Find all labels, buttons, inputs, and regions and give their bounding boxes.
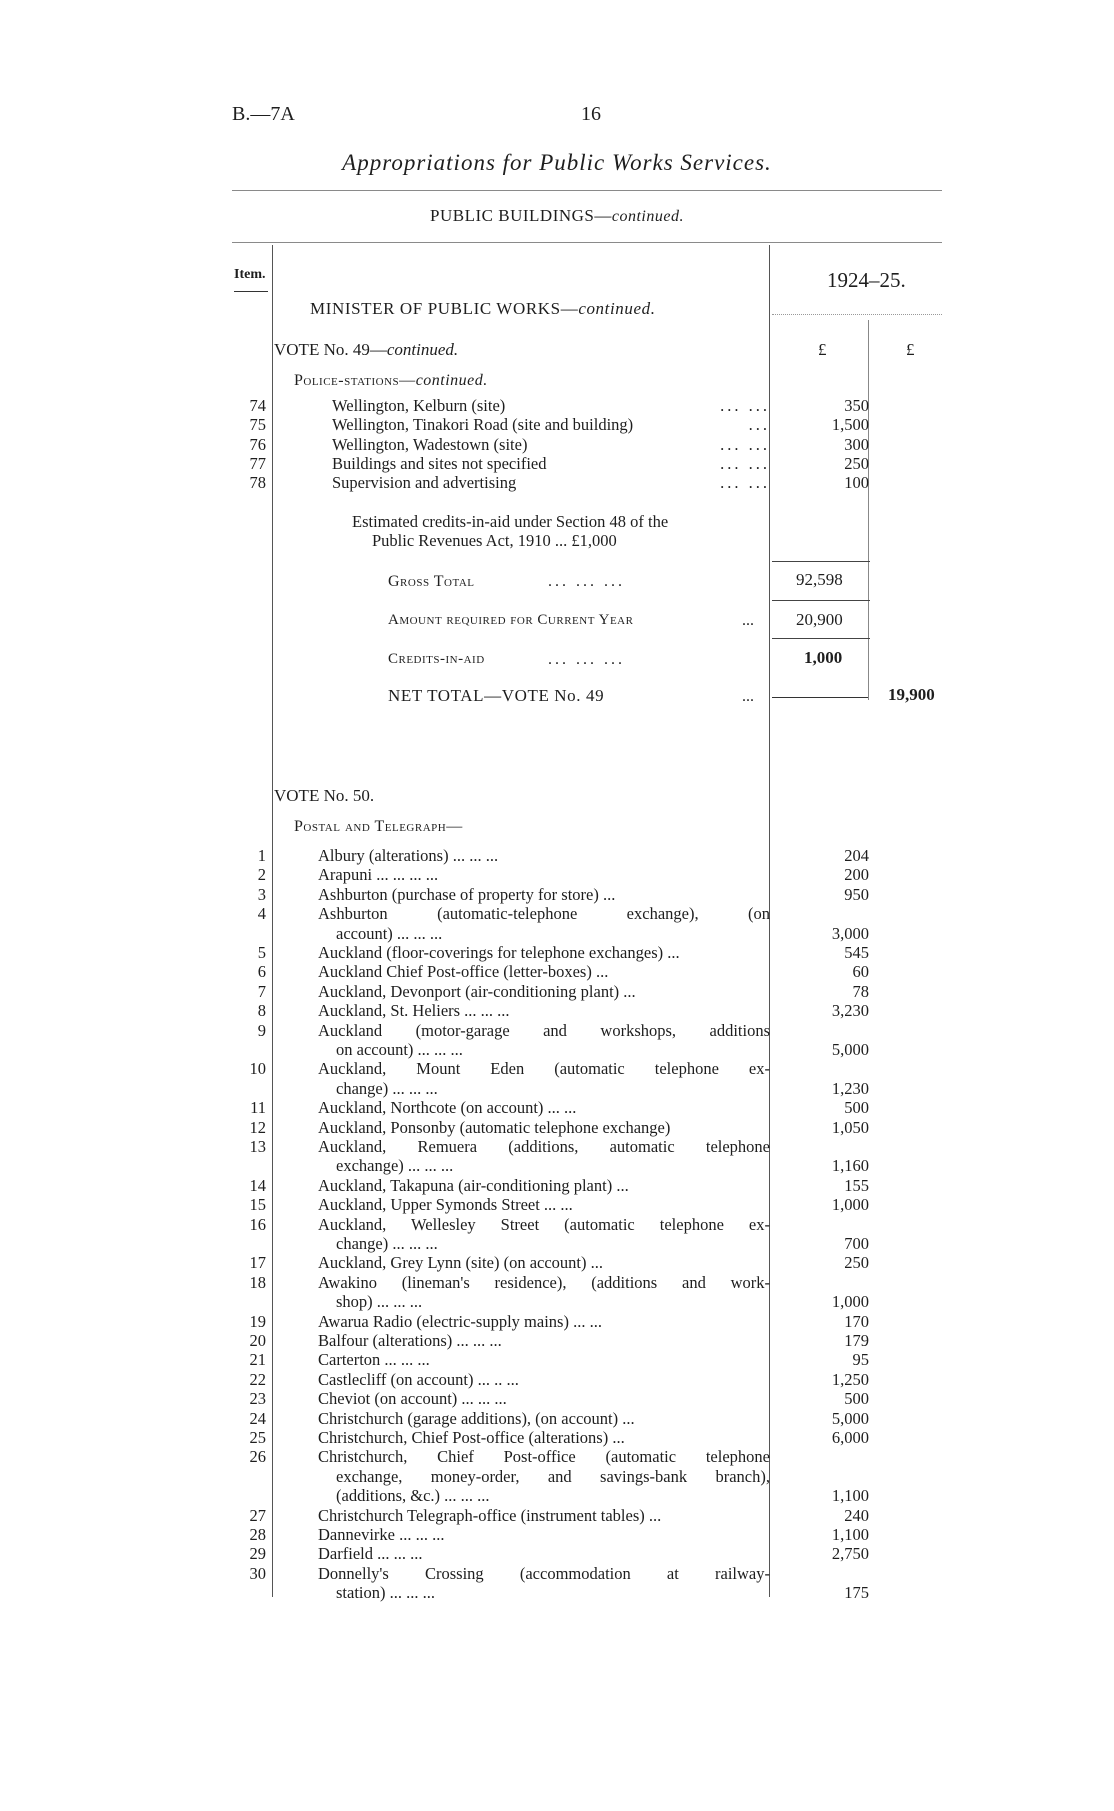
credits-in-aid-dots: ... ... ... [548,651,625,668]
item-amount: 3,000 [831,923,869,943]
postal-telegraph-heading: Postal and Telegraph— [294,818,463,835]
table-row [0,1137,1114,1157]
item-amount: 700 [844,1234,869,1253]
police-stations-heading-main: Police-stations— [294,372,416,389]
item-description-line: Cheviot (on account) ... ... ... [318,1389,507,1409]
item-description-line: Darfield ... ... ... [318,1544,423,1564]
item-description-line: Awarua Radio (electric-supply mains) ... ... [318,1311,602,1331]
item-number: 74 [249,396,266,415]
gross-total-label: Gross Total [388,573,475,590]
item-amount: 2,750 [831,1544,869,1564]
table-row [0,415,1114,435]
vote49-heading [274,340,458,360]
item-amount: 1,100 [831,1525,869,1544]
table-row-continuation [0,1156,1114,1176]
pound-symbol-col1: £ [818,340,827,359]
table-row [0,1001,1114,1021]
credits-in-aid-value: 1,000 [804,648,843,667]
total-column-divider [868,320,869,700]
item-description-line: Auckland, Takapuna (air-conditioning plant) ... [318,1175,629,1195]
amount-bottom-rule [772,638,870,639]
item-heading-underline [234,291,268,292]
item-description-line: Dannevirke ... ... ... [318,1525,445,1544]
table-row [0,1447,1114,1467]
item-description-line: Auckland (floor-coverings for telephone exchanges) ... [318,943,680,962]
table-row [0,1370,1114,1390]
table-row-continuation [0,1486,1114,1506]
item-number: 23 [249,1389,266,1409]
item-number: 8 [257,1001,266,1021]
police-stations-heading [294,372,488,390]
table-row [0,396,1114,416]
item-description-line: station) ... ... ... [336,1583,435,1603]
table-row [0,1021,1114,1041]
leader-dots: ... ... [720,434,770,454]
year-heading-rule [772,314,942,315]
item-description-line: Awakino (lineman's residence), (additions and work- [318,1272,770,1292]
item-amount: 545 [844,943,869,962]
item-amount: 5,000 [831,1408,869,1428]
credits-note-line-1: Estimated credits-in-aid under Section 48 of the [352,512,669,531]
item-description-text: Wellington, Tinakori Road (site and building) [332,415,634,435]
table-row [0,1312,1114,1332]
item-amount: 250 [844,1253,869,1273]
police-stations-heading-continued: continued. [415,372,488,389]
amount-required-label: Amount required for Current Year [388,612,634,628]
title-rule [232,190,942,191]
year-heading: 1924–25. [827,268,906,292]
item-description-line: exchange) ... ... ... [336,1156,454,1176]
leader-dots: ... ... [720,396,770,415]
item-description-line: Christchurch, Chief Post-office (alterations) ... [318,1428,625,1447]
item-description-line: on account) ... ... ... [336,1040,463,1059]
item-number: 30 [249,1563,266,1583]
document-reference: B.—7A [232,103,295,125]
item-description-line: Auckland, Grey Lynn (site) (on account) ... [318,1253,603,1273]
table-row [0,1506,1114,1526]
item-number: 11 [250,1098,266,1118]
item-description-line: Ashburton (purchase of property for store) ... [318,884,616,904]
item-description-line: Auckland, Northcote (on account) ... ... [318,1098,577,1118]
item-description-line: Carterton ... ... ... [318,1350,430,1370]
item-description-line: Auckland, Upper Symonds Street ... ... [318,1195,573,1215]
item-number: 20 [249,1331,266,1350]
item-description-line: change) ... ... ... [336,1234,438,1253]
item-description-line: Auckland, Devonport (air-conditioning plant) ... [318,981,636,1001]
table-row [0,1176,1114,1196]
table-row [0,1118,1114,1138]
item-description [332,473,770,493]
table-row-continuation [0,1292,1114,1312]
minister-heading-main: MINISTER OF PUBLIC WORKS— [310,299,579,318]
item-amount: 78 [852,981,869,1001]
item-description [332,435,770,455]
table-row [0,1428,1114,1448]
table-row-continuation [0,1583,1114,1603]
item-number: 16 [249,1214,266,1234]
item-number: 17 [249,1253,266,1273]
item-description-line: Auckland, Mount Eden (automatic telephone ex- [318,1059,770,1079]
item-number: 2 [257,865,266,885]
item-amount: 179 [844,1331,869,1350]
item-number: 75 [249,415,266,435]
section-heading-continued: continued. [611,208,684,225]
item-number: 26 [249,1447,266,1467]
item-number: 25 [249,1428,266,1447]
item-number: 1 [257,846,266,865]
item-description-line: Auckland, Remuera (additions, automatic telephone [318,1137,770,1156]
item-number: 4 [257,904,266,924]
item-number: 7 [257,981,266,1001]
table-row [0,1525,1114,1545]
item-amount: 200 [844,865,869,885]
item-description [332,415,770,435]
table-row [0,982,1114,1002]
item-amount: 950 [844,884,869,904]
item-amount: 240 [844,1505,869,1525]
item-description-line: Balfour (alterations) ... ... ... [318,1331,502,1350]
table-row [0,473,1114,493]
item-number: 9 [257,1020,266,1040]
item-amount: 6,000 [831,1428,869,1447]
item-number: 6 [257,962,266,982]
item-number: 19 [249,1311,266,1331]
item-number: 13 [249,1137,266,1156]
item-number: 78 [249,473,266,493]
item-description-line: Auckland, Wellesley Street (automatic telephone ex- [318,1214,770,1234]
item-number: 5 [257,943,266,962]
item-description-line: Christchurch, Chief Post-office (automatic telephone [318,1447,770,1467]
table-row [0,1544,1114,1564]
table-row [0,1331,1114,1351]
table-row [0,962,1114,982]
item-amount: 60 [852,962,869,982]
item-number: 14 [249,1175,266,1195]
gross-total-value: 92,598 [796,570,843,589]
net-total-label: NET TOTAL—VOTE No. 49 [388,686,605,705]
credits-note-line-2: Public Revenues Act, 1910 ... £1,000 [372,531,617,550]
table-row-continuation [0,1467,1114,1487]
table-row [0,865,1114,885]
table-row [0,1253,1114,1273]
pound-symbol-col2: £ [906,340,915,359]
item-number: 15 [249,1195,266,1215]
leader-dots: ... ... [720,453,770,473]
item-amount: 1,050 [831,1117,869,1137]
table-row-continuation [0,1040,1114,1060]
table-row-continuation [0,924,1114,944]
amount-required-dots: ... [742,612,754,629]
item-number: 10 [249,1059,266,1079]
leader-dots: ... [748,415,770,435]
item-amount: 1,100 [831,1486,869,1506]
item-description-line: Albury (alterations) ... ... ... [318,846,499,865]
item-number: 29 [249,1544,266,1564]
item-description-line: Auckland, Ponsonby (automatic telephone exchange) [318,1117,671,1137]
item-number: 3 [257,884,266,904]
item-description-line: account) ... ... ... [336,923,443,943]
item-description [332,454,770,474]
table-row [0,904,1114,924]
item-amount: 170 [844,1311,869,1331]
item-amount: 500 [844,1389,869,1409]
table-top-rule [232,242,942,243]
item-description-line: Christchurch (garage additions), (on account) ... [318,1408,635,1428]
net-total-value: 19,900 [888,685,935,704]
table-row [0,943,1114,963]
leader-dots: ... ... [720,473,770,493]
table-row [0,1350,1114,1370]
item-column-heading: Item. [234,267,266,282]
item-amount: 1,000 [831,1195,869,1215]
item-number: 18 [249,1272,266,1292]
table-row [0,1389,1114,1409]
net-total-dots: ... [742,688,754,705]
item-number: 28 [249,1525,266,1544]
item-description-line: Castlecliff (on account) ... .. ... [318,1369,519,1389]
item-description [332,396,770,416]
table-row [0,1195,1114,1215]
table-row [0,1273,1114,1293]
table-row-continuation [0,1234,1114,1254]
item-description-line: change) ... ... ... [336,1078,438,1098]
minister-heading-continued: continued. [578,299,656,318]
item-description-line: Auckland, St. Heliers ... ... ... [318,1001,510,1021]
item-amount: 1,000 [831,1292,869,1312]
table-row [0,454,1114,474]
item-number: 22 [249,1369,266,1389]
item-amount: 350 [844,396,869,415]
item-amount: 3,230 [831,1001,869,1021]
item-amount: 95 [852,1350,869,1370]
item-number: 77 [249,453,266,473]
item-description-line: Auckland Chief Post-office (letter-boxes) ... [318,962,609,982]
table-row-continuation [0,1079,1114,1099]
item-description-line: Donnelly's Crossing (accommodation at railway- [318,1563,770,1583]
gross-bottom-rule [772,600,870,601]
item-amount: 1,160 [831,1156,869,1176]
item-description-line: Auckland (motor-garage and workshops, additions [318,1020,770,1040]
gross-top-rule [772,561,870,562]
table-row [0,1098,1114,1118]
item-description-text: Supervision and advertising [332,473,517,493]
item-amount: 175 [844,1583,869,1603]
table-row [0,1215,1114,1235]
item-amount: 100 [844,473,869,493]
item-description-line: Arapuni ... ... ... ... [318,865,439,885]
item-amount: 300 [844,434,869,454]
item-amount: 500 [844,1098,869,1118]
table-row [0,1059,1114,1079]
table-row [0,885,1114,905]
section-heading-main: PUBLIC BUILDINGS— [430,206,612,225]
item-number: 24 [249,1408,266,1428]
item-amount: 250 [844,453,869,473]
item-number: 12 [249,1117,266,1137]
item-description-text: Buildings and sites not specified [332,453,547,473]
credits-in-aid-label: Credits-in-aid [388,651,485,667]
gross-total-dots: ... ... ... [548,573,625,590]
item-description-line: shop) ... ... ... [336,1292,423,1312]
table-row [0,846,1114,866]
item-amount: 1,500 [831,415,869,435]
item-description-line: Ashburton (automatic-telephone exchange), (on [318,904,770,924]
item-number: 76 [249,434,266,454]
item-number: 27 [249,1505,266,1525]
item-number: 21 [249,1350,266,1370]
item-description-line: Christchurch Telegraph-office (instrument tables) ... [318,1505,662,1525]
item-amount: 1,250 [831,1369,869,1389]
vote49-heading-continued: continued. [386,340,459,359]
item-description-text: Wellington, Kelburn (site) [332,396,506,415]
vote50-heading: VOTE No. 50. [274,786,375,805]
page-number: 16 [581,103,601,125]
item-amount: 5,000 [831,1040,869,1059]
vote49-heading-main: VOTE No. 49— [274,340,387,359]
item-amount: 204 [844,846,869,865]
minister-heading [310,299,656,319]
item-amount: 1,230 [831,1078,869,1098]
page-title: Appropriations for Public Works Services. [342,150,772,175]
net-total-rule [772,697,868,698]
item-description-line: exchange, money-order, and savings-bank branch), [336,1466,770,1486]
section-heading [0,206,1114,226]
table-row [0,435,1114,455]
table-row [0,1564,1114,1584]
item-description-text: Wellington, Wadestown (site) [332,434,528,454]
table-row [0,1409,1114,1429]
amount-required-value: 20,900 [796,610,843,629]
item-amount: 155 [844,1175,869,1195]
item-description-line: (additions, &c.) ... ... ... [336,1486,490,1506]
